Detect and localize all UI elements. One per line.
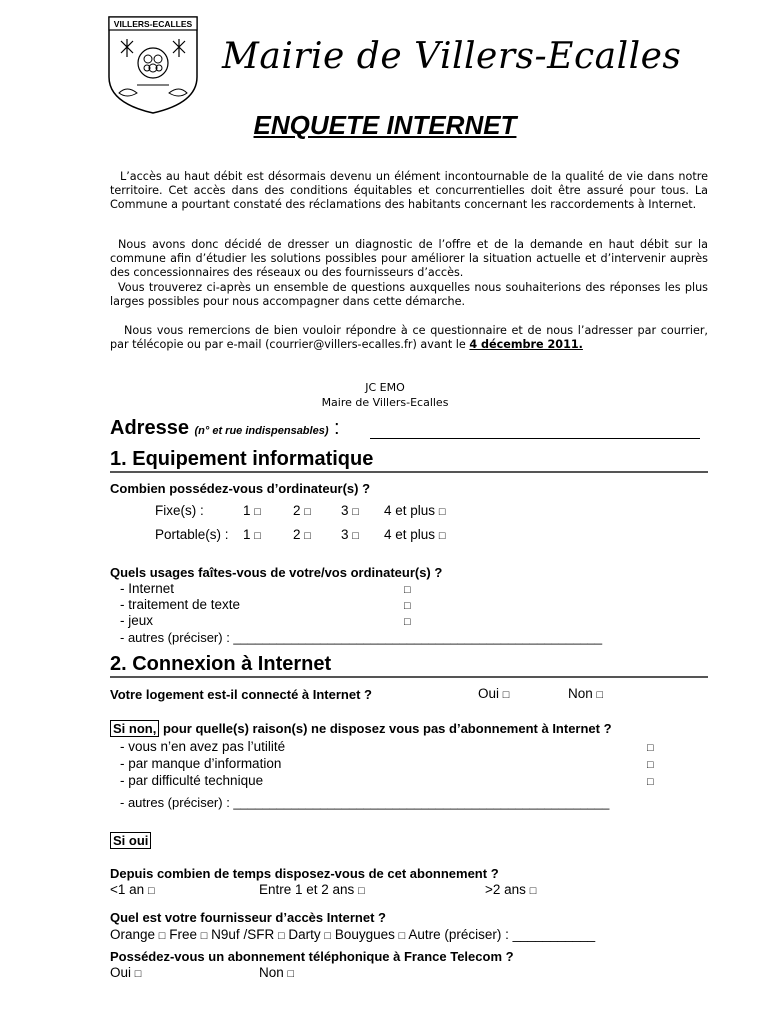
usage-text-label: - traitement de texte <box>120 597 241 612</box>
crest-banner-text: VILLERS-ECALLES <box>113 19 193 29</box>
usage-other-field[interactable]: - autres (préciser) : ___________________________________________________ <box>120 630 603 645</box>
provider-darty: Darty <box>288 927 321 942</box>
question-computer-count: Combien possédez-vous d’ordinateur(s) ? <box>110 481 371 496</box>
address-input-line[interactable] <box>370 438 700 439</box>
duration-gt2-option[interactable]: >2 ans □ <box>485 882 537 897</box>
section-1-rule <box>110 471 708 473</box>
reason-no-need-checkbox[interactable]: □ <box>647 742 654 754</box>
section-2-rule <box>110 676 708 678</box>
duration-lt1-option[interactable]: <1 an □ <box>110 882 155 897</box>
fixe-option-4plus[interactable]: 4 et plus □ <box>384 503 446 518</box>
provider-sfr: N9uf /SFR <box>211 927 275 942</box>
provider-orange: Orange <box>110 927 156 942</box>
question-duration: Depuis combien de temps disposez-vous de cet abonnement ? <box>110 866 499 881</box>
portable-label: Portable(s) : <box>155 527 229 542</box>
question-connected: Votre logement est-il connecté à Internet ? <box>110 687 372 702</box>
ft-oui-option[interactable]: Oui □ <box>110 965 142 980</box>
fixe-label: Fixe(s) : <box>155 503 204 518</box>
provider-bouygues: Bouygues <box>334 927 395 942</box>
portable-option-1[interactable]: 1 □ <box>243 527 261 542</box>
address-label: Adresse (n° et rue indispensables) : <box>110 417 340 439</box>
question-no-subscription: Si non, pour quelle(s) raison(s) ne disposez vous pas d’abonnement à Internet ? <box>110 721 612 736</box>
provider-options[interactable]: Orange □ Free □ N9uf /SFR □ Darty □ Bouygues □ Autre (préciser) : ___________ <box>110 927 596 942</box>
section-2-title: 2. Connexion à Internet <box>110 653 332 675</box>
reason-technical-label: - par difficulté technique <box>120 773 264 788</box>
portable-option-2[interactable]: 2 □ <box>293 527 311 542</box>
usage-internet-checkbox[interactable]: □ <box>404 584 411 596</box>
provider-other: Autre (préciser) : ___________ <box>408 927 596 942</box>
si-oui-label: Si oui <box>110 833 151 848</box>
fixe-option-2[interactable]: 2 □ <box>293 503 311 518</box>
page-title: Mairie de Villers-Ecalles <box>222 36 682 77</box>
reason-no-info-checkbox[interactable]: □ <box>647 759 654 771</box>
usage-games-label: - jeux <box>120 613 154 628</box>
usage-text-checkbox[interactable]: □ <box>404 600 411 612</box>
village-crest-logo <box>107 15 199 115</box>
intro-paragraph-2: Nous avons donc décidé de dresser un diagnostic de l’offre et de la demande en haut débit sur la commune afin d’étudier les solutions possibles pour améliorer la situation actuelle et d’intervenir auprès des concessionnaires des réseaux ou des fournisseurs d’accès. Vous trouverez ci-après un ensemble de questions auxquelles nous souhaiterions des réponses les plus larges possibles pour nous accompagner dans cette démarche. <box>110 238 708 308</box>
connected-oui-option[interactable]: Oui □ <box>478 686 510 701</box>
fixe-option-1[interactable]: 1 □ <box>243 503 261 518</box>
usage-games-checkbox[interactable]: □ <box>404 616 411 628</box>
portable-option-3[interactable]: 3 □ <box>341 527 359 542</box>
question-france-telecom: Possédez-vous un abonnement téléphonique à France Telecom ? <box>110 949 514 964</box>
duration-1to2-option[interactable]: Entre 1 et 2 ans □ <box>259 882 365 897</box>
ft-non-option[interactable]: Non □ <box>259 965 295 980</box>
portable-option-4plus[interactable]: 4 et plus □ <box>384 527 446 542</box>
question-provider: Quel est votre fournisseur d’accès Internet ? <box>110 910 386 925</box>
signature-name: JC EMO <box>365 381 405 394</box>
provider-free: Free <box>169 927 197 942</box>
section-1-title: 1. Equipement informatique <box>110 448 374 470</box>
reason-technical-checkbox[interactable]: □ <box>647 776 654 788</box>
usage-internet-label: - Internet <box>120 581 175 596</box>
fixe-option-3[interactable]: 3 □ <box>341 503 359 518</box>
deadline-date: 4 décembre 2011. <box>469 338 583 352</box>
survey-title: ENQUETE INTERNET <box>253 110 517 140</box>
reason-no-info-label: - par manque d’information <box>120 756 282 771</box>
signature-role: Maire de Villers-Ecalles <box>321 396 449 409</box>
question-usages: Quels usages faîtes-vous de votre/vos ordinateur(s) ? <box>110 565 443 580</box>
connected-non-option[interactable]: Non □ <box>568 686 604 701</box>
reason-other-field[interactable]: - autres (préciser) : ____________________________________________________ <box>120 795 610 810</box>
intro-paragraph-3: Nous vous remercions de bien vouloir répondre à ce questionnaire et de nous l’adresser par courrier, par télécopie ou par e-mail (courrier@villers-ecalles.fr) avant le 4 décembre 2011. <box>110 324 708 352</box>
intro-paragraph-1: L’accès au haut débit est désormais devenu un élément incontournable de la qualité de vie dans notre territoire. Cet accès dans des conditions équitables et concurrentielles doit être assuré pour tous. La Commune a pourtant constaté des réclamations des habitants concernant les raccordements à Internet. <box>110 170 708 212</box>
reason-no-need-label: - vous n’en avez pas l’utilité <box>120 739 286 754</box>
